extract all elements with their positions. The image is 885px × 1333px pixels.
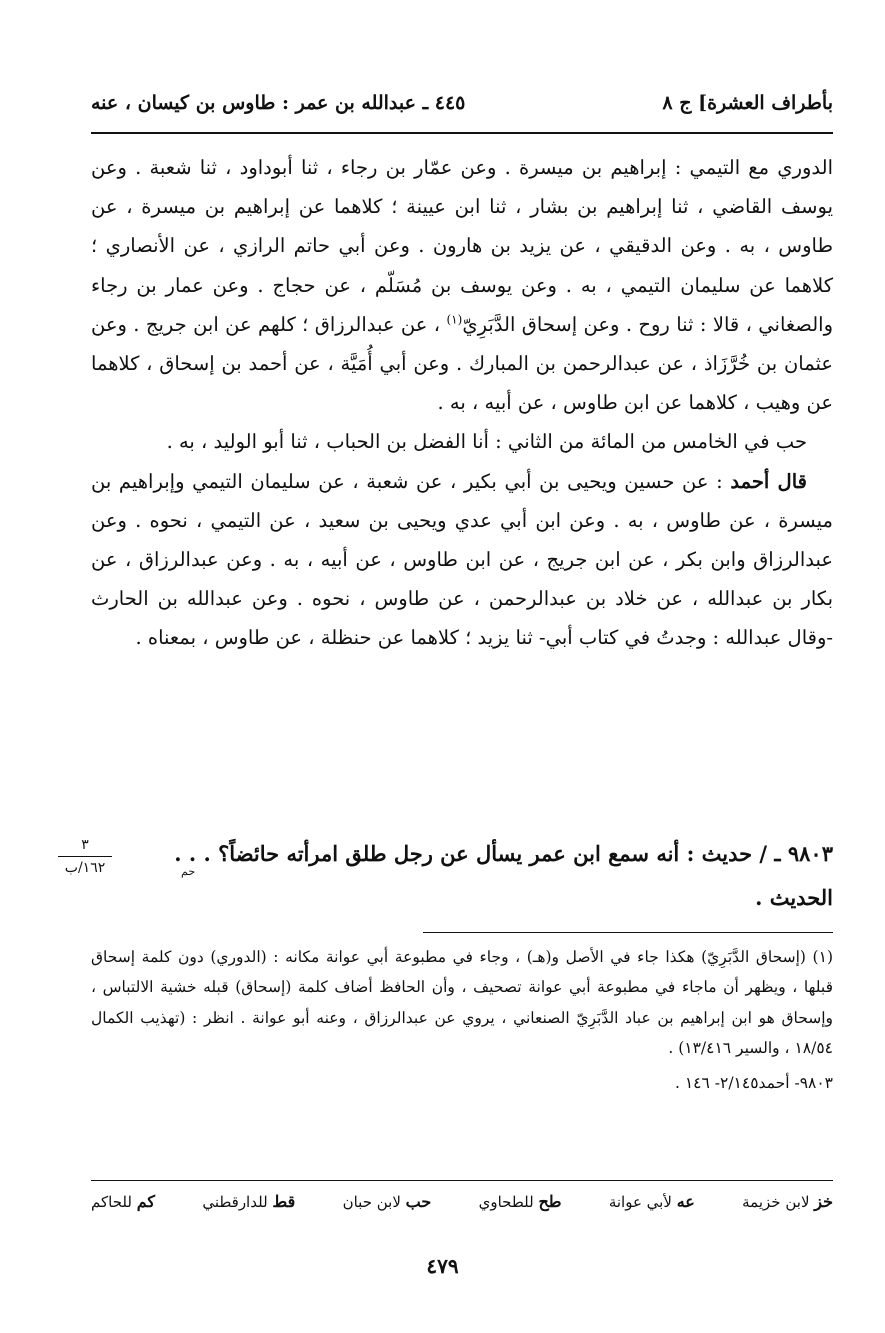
paragraph-isnad-1 xyxy=(91,148,833,422)
legend-name: لأبي عوانة xyxy=(608,1193,672,1211)
legend-abbr: كم xyxy=(136,1192,155,1211)
legend-abbr: خز xyxy=(814,1192,833,1211)
main-text xyxy=(91,148,833,658)
footnote-rule xyxy=(423,932,833,933)
legend-abbr: قط xyxy=(272,1192,296,1211)
abbreviation-legend xyxy=(91,1192,833,1211)
legend-item xyxy=(91,1192,155,1211)
legend-item xyxy=(343,1192,432,1211)
legend-name: للحاكم xyxy=(91,1193,132,1211)
hadith-number: ٩٨٠٣ xyxy=(787,841,833,866)
margin-note-top: ٣ xyxy=(81,837,89,853)
legend-item xyxy=(202,1192,295,1211)
header-section-title: ٤٤٥ ـ عبدالله بن عمر : طاوس بن كيسان ، عنه xyxy=(91,92,466,114)
paragraph-text: : عن حسين ويحيى بن أبي بكير ، عن شعبة ، عن سليمان التيمي وإبراهيم بن ميسرة ، عن طاوس ، به . وعن ابن أبي عدي ويحيى بن سعيد ، عن التيمي ، نحوه . وعن عبدالرزاق وابن بكر ، عن ابن جريج ، عن ابن طاوس ، عن أبيه ، به . وعن عبدالرزاق ، عن بكار بن عبدالله ، عن خلاد بن عبدالرحمن ، عن طاوس ، نحوه . وعن عبدالله بن الحارث -وقال عبدالله : وجدتُ في كتاب أبي- ثنا يزيد ؛ كلاهما عن حنظلة ، عن طاوس ، بمعناه . xyxy=(91,469,833,650)
legend-name: للدارقطني xyxy=(202,1193,268,1211)
footnote-reference: ٩٨٠٣- أحمد٢/١٤٥- ١٤٦ . xyxy=(674,1073,833,1092)
hadith-entry xyxy=(117,832,833,920)
legend-rule xyxy=(91,1180,833,1181)
hadith-siglum: حم xyxy=(181,865,196,878)
paragraph-text: الدوري مع التيمي : إبراهيم بن ميسرة . وعن عمّار بن رجاء ، ثنا أبوداود ، ثنا شعبة . وعن يوسف القاضي ، ثنا إبراهيم بن بشار ، ثنا ابن عيينة ؛ كلاهما عن إبراهيم بن ميسرة ، عن طاوس ، به . وعن الدقيقي ، عن يزيد بن هارون . وعن أبي حاتم الرازي ، عن الأنصاري ؛ كلاهما عن سليمان التيمي ، به . وعن يوسف بن مُسَلّم ، عن حجاج . وعن عمار بن رجاء والصغاني ، قالا : ثنا روح . وعن إسحاق الدَّبَرِيّ xyxy=(91,156,833,336)
manuscript-margin-note xyxy=(52,836,118,877)
paragraph-ahmad xyxy=(91,462,833,658)
margin-note-rule xyxy=(58,856,112,857)
legend-abbr: طح xyxy=(538,1192,562,1211)
paragraph-ibn-hibban: حب في الخامس من المائة من الثاني : أنا الفضل بن الحباب ، ثنا أبو الوليد ، به . xyxy=(166,430,807,454)
legend-item xyxy=(609,1192,695,1211)
legend-name: للطحاوي xyxy=(478,1193,534,1211)
legend-name: لابن خزيمة xyxy=(742,1193,810,1211)
legend-name: لابن حبان xyxy=(342,1193,401,1211)
footnote-1: (١) (إسحاق الدَّبَرِيّ) هكذا جاء في الأصل و(هـ) ، وجاء في مطبوعة أبي عوانة مكانه : (الدوري) دون كلمة إسحاق قبلها ، ويظهر أن ماجاء في مطبوعة أبي عوانة تصحيف ، وأن الحافظ أضاف كلمة (إسحاق) قبله خشية الالتباس ، وإسحاق هو ابن إبراهيم بن عباد الدَّبَرِيّ الصنعاني ، يروي عن عبدالرزاق ، وعنه أبو عوانة . انظر : (تهذيب الكمال ١٨/٥٤ ، والسير ١٣/٤١٦) . xyxy=(91,948,833,1058)
hadith-text: ـ / حديث : أنه سمع ابن عمر يسأل عن رجل طلق امرأته حائضاً؟ . . . الحديث . xyxy=(174,841,833,910)
header-book-title: بأطراف العشرة] ج ٨ xyxy=(662,92,833,114)
legend-item xyxy=(479,1192,562,1211)
header-rule xyxy=(91,132,833,134)
legend-abbr: حب xyxy=(405,1192,432,1211)
margin-note-bottom: ١٦٢/ب xyxy=(64,860,106,876)
paragraph-lead: قال أحمد xyxy=(730,469,807,493)
running-header xyxy=(91,86,833,120)
page-number: ٤٧٩ xyxy=(426,1254,459,1278)
legend-item xyxy=(742,1192,833,1211)
legend-abbr: عه xyxy=(676,1192,695,1211)
paragraph-text-continued: ، عن عبدالرزاق ؛ كلهم عن ابن جريج . وعن عثمان بن خُرَّزَاذ ، عن عبدالرحمن بن المبارك . وعن أبي أُمَيَّة ، عن أحمد بن إسحاق ، كلاهما عن وهيب ، كلاهما عن ابن طاوس ، عن أبيه ، به . xyxy=(91,312,833,415)
footnote-marker: (١) xyxy=(446,312,463,327)
footnotes xyxy=(91,942,833,1098)
